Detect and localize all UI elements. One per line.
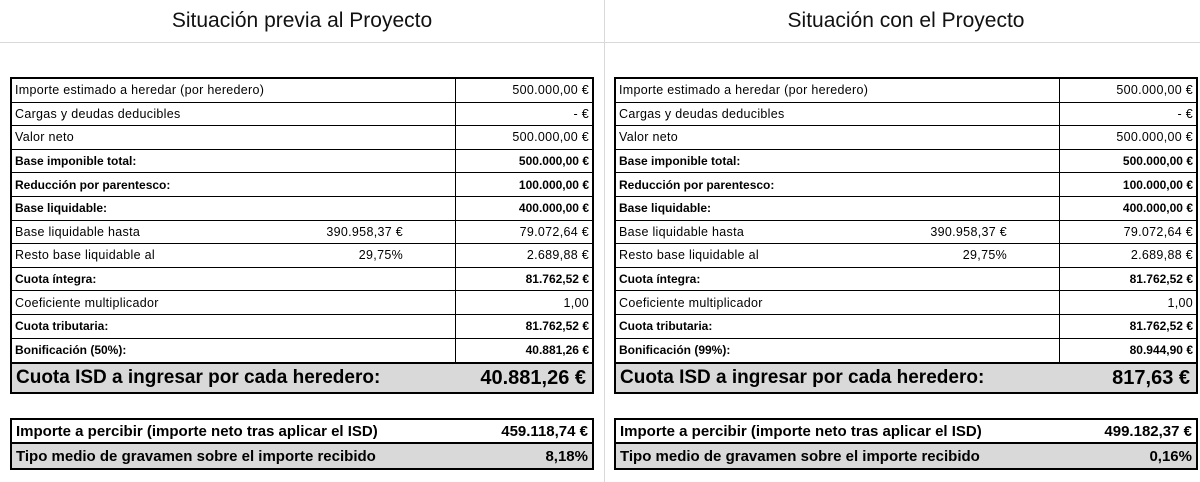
total-label: Cuota ISD a ingresar por cada heredero:	[16, 367, 381, 388]
table-row	[12, 339, 592, 363]
row-mid	[295, 268, 455, 291]
table-row	[616, 173, 1196, 197]
summary-value: 499.182,37 €	[1104, 422, 1192, 440]
panel-with-project	[614, 0, 1198, 465]
summary-label: Tipo medio de gravamen sobre el importe recibido	[16, 447, 376, 465]
tax-table	[614, 77, 1198, 364]
row-value: 81.762,52 €	[455, 315, 592, 338]
row-mid	[899, 126, 1059, 149]
table-row	[12, 103, 592, 127]
total-value: 40.881,26 €	[480, 366, 586, 389]
row-value: 81.762,52 €	[1059, 315, 1196, 338]
row-value: 500.000,00 €	[455, 79, 592, 102]
table-row	[12, 291, 592, 315]
row-mid	[295, 126, 455, 149]
row-value: 81.762,52 €	[455, 268, 592, 291]
row-label: Valor neto	[619, 130, 679, 145]
total-row	[10, 362, 594, 394]
row-label: Base imponible total:	[619, 154, 741, 169]
summary-row	[12, 420, 592, 444]
summary-row	[616, 420, 1196, 444]
row-value: 500.000,00 €	[1059, 126, 1196, 149]
row-label: Importe estimado a heredar (por heredero)	[619, 83, 869, 98]
row-label: Cuota íntegra:	[15, 272, 97, 287]
gridline	[604, 0, 605, 482]
row-value: 1,00	[455, 291, 592, 314]
row-label: Coeficiente multiplicador	[619, 295, 763, 310]
row-value: 79.072,64 €	[1059, 221, 1196, 244]
row-value: 2.689,88 €	[1059, 244, 1196, 267]
row-value: - €	[1059, 103, 1196, 126]
row-mid: 390.958,37 €	[326, 224, 403, 239]
row-mid	[899, 197, 1059, 220]
panel-before-project	[10, 0, 594, 465]
table-row	[12, 79, 592, 103]
table-row	[616, 197, 1196, 221]
row-label: Coeficiente multiplicador	[15, 295, 159, 310]
row-value: 80.944,90 €	[1059, 339, 1196, 363]
row-mid: 29,75%	[358, 248, 403, 263]
row-label: Cargas y deudas deducibles	[15, 106, 181, 121]
row-label: Bonificación (99%):	[619, 343, 731, 358]
row-value: 500.000,00 €	[455, 150, 592, 173]
table-row	[12, 126, 592, 150]
total-row	[614, 362, 1198, 394]
row-mid	[295, 315, 455, 338]
row-label: Base liquidable hasta	[619, 224, 745, 239]
table-row	[616, 268, 1196, 292]
table-row	[616, 221, 1196, 245]
row-label: Cuota íntegra:	[619, 272, 701, 287]
total-value: 817,63 €	[1112, 366, 1190, 389]
row-mid	[899, 103, 1059, 126]
summary-table	[10, 418, 594, 470]
summary-label: Tipo medio de gravamen sobre el importe recibido	[620, 447, 980, 465]
summary-label: Importe a percibir (importe neto tras aplicar el ISD)	[620, 422, 982, 440]
row-mid	[295, 339, 455, 363]
row-value: 1,00	[1059, 291, 1196, 314]
table-row	[12, 244, 592, 268]
table-row	[616, 315, 1196, 339]
row-label: Cargas y deudas deducibles	[619, 106, 785, 121]
row-mid	[899, 315, 1059, 338]
row-label: Base liquidable:	[15, 201, 108, 216]
row-label: Reducción por parentesco:	[619, 177, 775, 192]
row-value: 400.000,00 €	[1059, 197, 1196, 220]
table-row	[12, 150, 592, 174]
table-row	[12, 315, 592, 339]
row-value: 40.881,26 €	[455, 339, 592, 363]
row-value: 500.000,00 €	[1059, 150, 1196, 173]
table-row	[616, 244, 1196, 268]
row-value: 2.689,88 €	[455, 244, 592, 267]
row-mid	[295, 197, 455, 220]
summary-table	[614, 418, 1198, 470]
table-row	[616, 126, 1196, 150]
summary-value: 8,18%	[545, 447, 588, 465]
summary-value: 0,16%	[1149, 447, 1192, 465]
row-mid	[295, 150, 455, 173]
row-mid	[295, 79, 455, 102]
row-value: 500.000,00 €	[455, 126, 592, 149]
row-label: Resto base liquidable al	[15, 248, 155, 263]
row-mid	[899, 268, 1059, 291]
table-row	[12, 221, 592, 245]
row-value: 500.000,00 €	[1059, 79, 1196, 102]
row-mid	[295, 173, 455, 196]
row-label: Resto base liquidable al	[619, 248, 759, 263]
row-value: - €	[455, 103, 592, 126]
row-label: Base imponible total:	[15, 154, 137, 169]
row-label: Cuota tributaria:	[619, 319, 713, 334]
row-mid	[899, 291, 1059, 314]
row-value: 100.000,00 €	[1059, 173, 1196, 196]
row-label: Cuota tributaria:	[15, 319, 109, 334]
row-value: 81.762,52 €	[1059, 268, 1196, 291]
row-mid	[899, 173, 1059, 196]
panel-title: Situación previa al Proyecto	[171, 9, 433, 32]
row-mid	[295, 291, 455, 314]
tax-table	[10, 77, 594, 364]
summary-row	[12, 444, 592, 468]
row-label: Base liquidable:	[619, 201, 712, 216]
row-mid	[899, 79, 1059, 102]
row-mid	[899, 150, 1059, 173]
table-row	[616, 339, 1196, 363]
table-row	[616, 103, 1196, 127]
row-mid	[295, 103, 455, 126]
row-label: Base liquidable hasta	[15, 224, 141, 239]
panel-title: Situación con el Proyecto	[787, 9, 1025, 32]
table-row	[616, 79, 1196, 103]
row-label: Bonificación (50%):	[15, 343, 127, 358]
row-label: Valor neto	[15, 130, 75, 145]
row-value: 79.072,64 €	[455, 221, 592, 244]
table-row	[12, 197, 592, 221]
row-value: 400.000,00 €	[455, 197, 592, 220]
table-row	[616, 291, 1196, 315]
row-label: Reducción por parentesco:	[15, 177, 171, 192]
row-mid: 29,75%	[962, 248, 1007, 263]
summary-row	[616, 444, 1196, 468]
row-label: Importe estimado a heredar (por heredero)	[15, 83, 265, 98]
table-row	[12, 173, 592, 197]
gridline	[0, 42, 1200, 43]
row-mid	[899, 339, 1059, 363]
summary-value: 459.118,74 €	[501, 422, 588, 440]
table-row	[616, 150, 1196, 174]
table-row	[12, 268, 592, 292]
row-mid: 390.958,37 €	[930, 224, 1007, 239]
total-label: Cuota ISD a ingresar por cada heredero:	[620, 367, 985, 388]
row-value: 100.000,00 €	[455, 173, 592, 196]
summary-label: Importe a percibir (importe neto tras aplicar el ISD)	[16, 422, 378, 440]
